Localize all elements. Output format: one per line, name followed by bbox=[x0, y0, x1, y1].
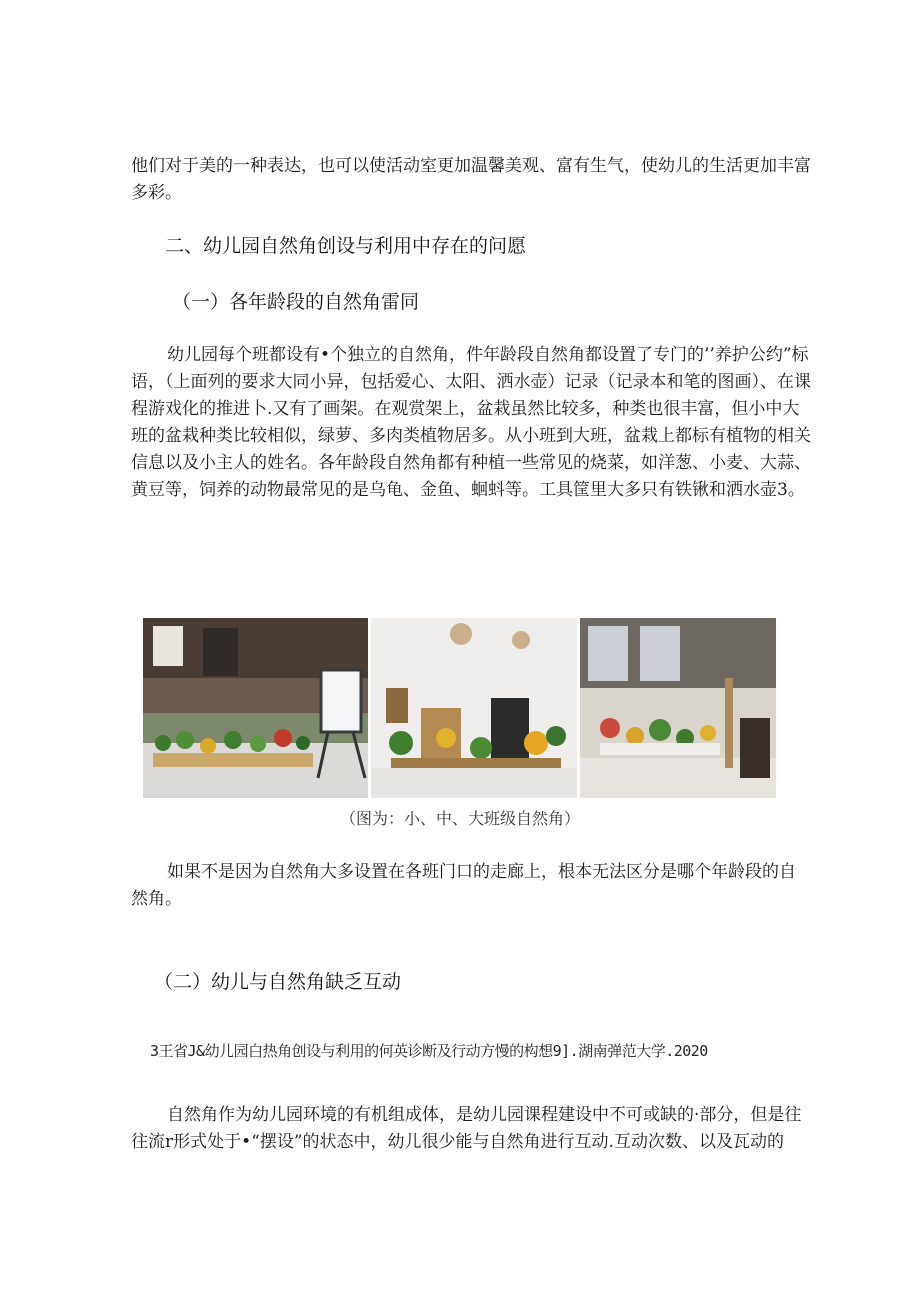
paragraph-indistinguishable: 如果不是因为自然角大多设置在各班门口的走廊上，根本无法区分是哪个年龄段的自然角。 bbox=[131, 862, 796, 909]
photo-middle-class-corner bbox=[371, 618, 577, 798]
subsection-heading-1: （一）各年龄段的自然角雷同 bbox=[172, 291, 420, 313]
photo-large-class-corner bbox=[580, 618, 776, 798]
figure-caption: （图为：小、中、大班级自然角） bbox=[339, 809, 580, 828]
footnote: 3王省J&幼儿园白热角创设与利用的何英诊断及行动方慢的构想9].湖南弹范大学.2020 bbox=[150, 1042, 708, 1060]
subsection-heading-2: （二）幼儿与自然角缺乏互动 bbox=[154, 971, 402, 993]
paragraph-continuation: 他们对于美的一种表达，也可以使活动室更加温馨美观、富有生气，使幼儿的生活更加丰富多彩。 bbox=[131, 156, 811, 203]
photo-small-class-corner bbox=[143, 618, 368, 798]
section-heading-2: 二、幼儿园自然角创设与利用中存在的问愿 bbox=[165, 235, 527, 257]
paragraph-same-age-corners: 幼儿园每个班都设有•个独立的自然角，件年龄段自然角都设置了专门的’’养护公约”标语，（上面列的要求大同小异，包括爱心、太阳、洒水壶）记录（记录本和笔的图画）、在课程游戏化的推进卜.又有了画架。在观赏架上，盆栽虽然比较多，种类也很丰富，但小中大班的盆栽种类比较相似，绿萝、多肉类植物居多。从小班到大班，盆栽上都标有植物的相关信息以及小主人的姓名。各年龄段自然角都有种植一些常见的烧菜，如洋葱、小麦、大蒜、黄豆等，饲养的动物最常见的是乌龟、金鱼、蛔蚪等。工具筐里大多只有铁锹和洒水壶3。 bbox=[131, 345, 811, 500]
paragraph-lack-interaction: 自然角作为幼儿园环境的有机组成体，是幼儿园课程建设中不可或缺的·部分，但是往往流r形式处于•“摆设”的状态中，幼儿很少能与自然角进行互动.互动次数、以及瓦动的 bbox=[131, 1105, 802, 1152]
